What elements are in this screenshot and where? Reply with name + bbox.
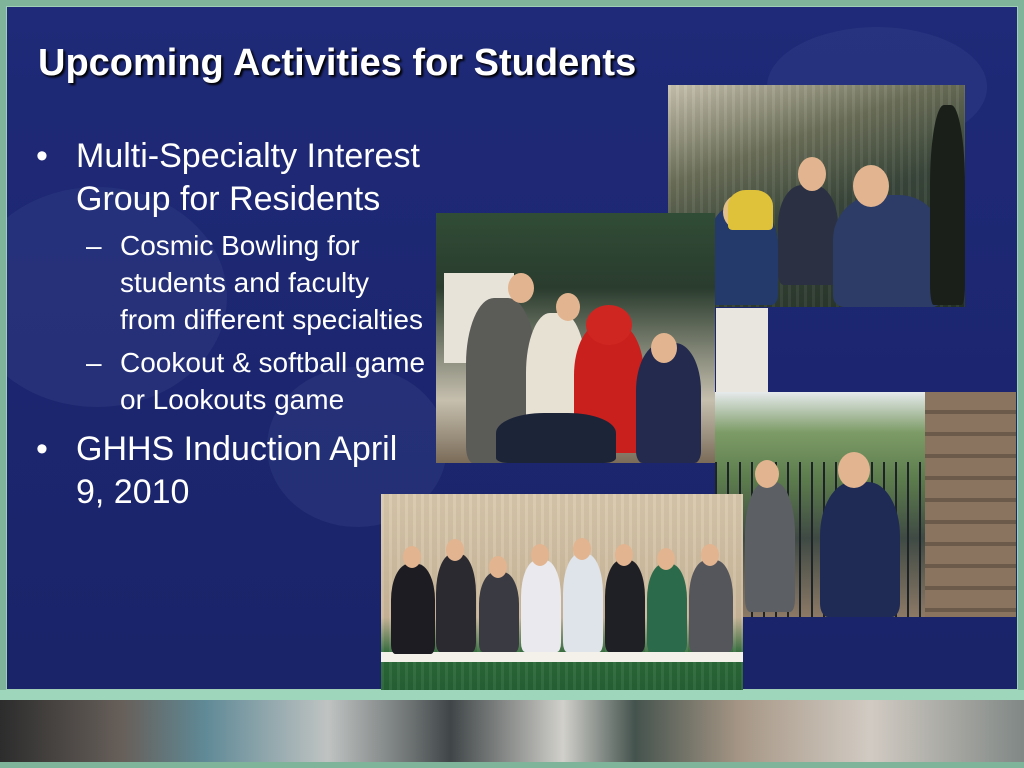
stone-wall <box>925 392 1016 617</box>
ghhs-induction-photo <box>381 494 743 718</box>
sub-bullet-item <box>36 344 426 418</box>
person-head <box>615 544 633 566</box>
person-figure <box>728 190 773 230</box>
person-figure <box>820 482 900 617</box>
sub-bullet-item <box>36 227 426 338</box>
bullet-item <box>36 428 426 514</box>
person-head <box>701 544 719 566</box>
bowling-mascot-photo <box>436 213 715 463</box>
person-figure <box>521 560 561 652</box>
dash-icon: – <box>86 347 102 378</box>
sub-bullet-text: Cosmic Bowling for students and faculty from different specialties <box>120 230 423 335</box>
person-figure <box>563 554 603 652</box>
person-head <box>556 293 580 321</box>
bullet-item <box>36 135 426 221</box>
person-head <box>853 165 889 207</box>
person-figure <box>745 482 795 612</box>
bullet-list <box>36 135 426 514</box>
bullet-text: Multi-Specialty Interest Group for Residents <box>76 137 420 218</box>
person-head <box>489 556 507 578</box>
person-head <box>755 460 779 488</box>
person-figure <box>778 185 838 285</box>
dash-icon: – <box>86 230 102 261</box>
mascot-head <box>586 305 632 345</box>
cookout-photo <box>715 392 1016 617</box>
person-head <box>657 548 675 570</box>
photo-backdrop <box>716 308 768 392</box>
person-figure <box>833 195 943 307</box>
person-head <box>573 538 591 560</box>
footer-accent-bar <box>0 690 1024 700</box>
footer-edge <box>0 762 1024 768</box>
person-head <box>531 544 549 566</box>
sub-bullet-text: Cookout & softball game or Lookouts game <box>120 347 426 415</box>
person-head <box>798 157 826 191</box>
bullet-icon: • <box>36 137 48 175</box>
pillar-shape <box>930 105 965 305</box>
slide-title: Upcoming Activities for Students <box>38 42 637 84</box>
bullet-icon: • <box>36 430 48 468</box>
person-figure <box>479 572 519 652</box>
person-head <box>403 546 421 568</box>
person-head <box>838 452 870 488</box>
footer-photo-band <box>0 690 1024 768</box>
person-head <box>446 539 464 561</box>
person-head <box>651 333 677 363</box>
person-figure <box>391 564 435 654</box>
person-figure <box>689 560 733 652</box>
person-figure <box>436 554 476 652</box>
person-figure <box>605 560 645 652</box>
table-top <box>381 652 743 662</box>
person-figure <box>496 413 616 463</box>
footer-image-strip <box>0 700 1024 764</box>
person-figure <box>647 564 687 652</box>
bullet-text: GHHS Induction April 9, 2010 <box>76 430 398 511</box>
person-head <box>508 273 534 303</box>
